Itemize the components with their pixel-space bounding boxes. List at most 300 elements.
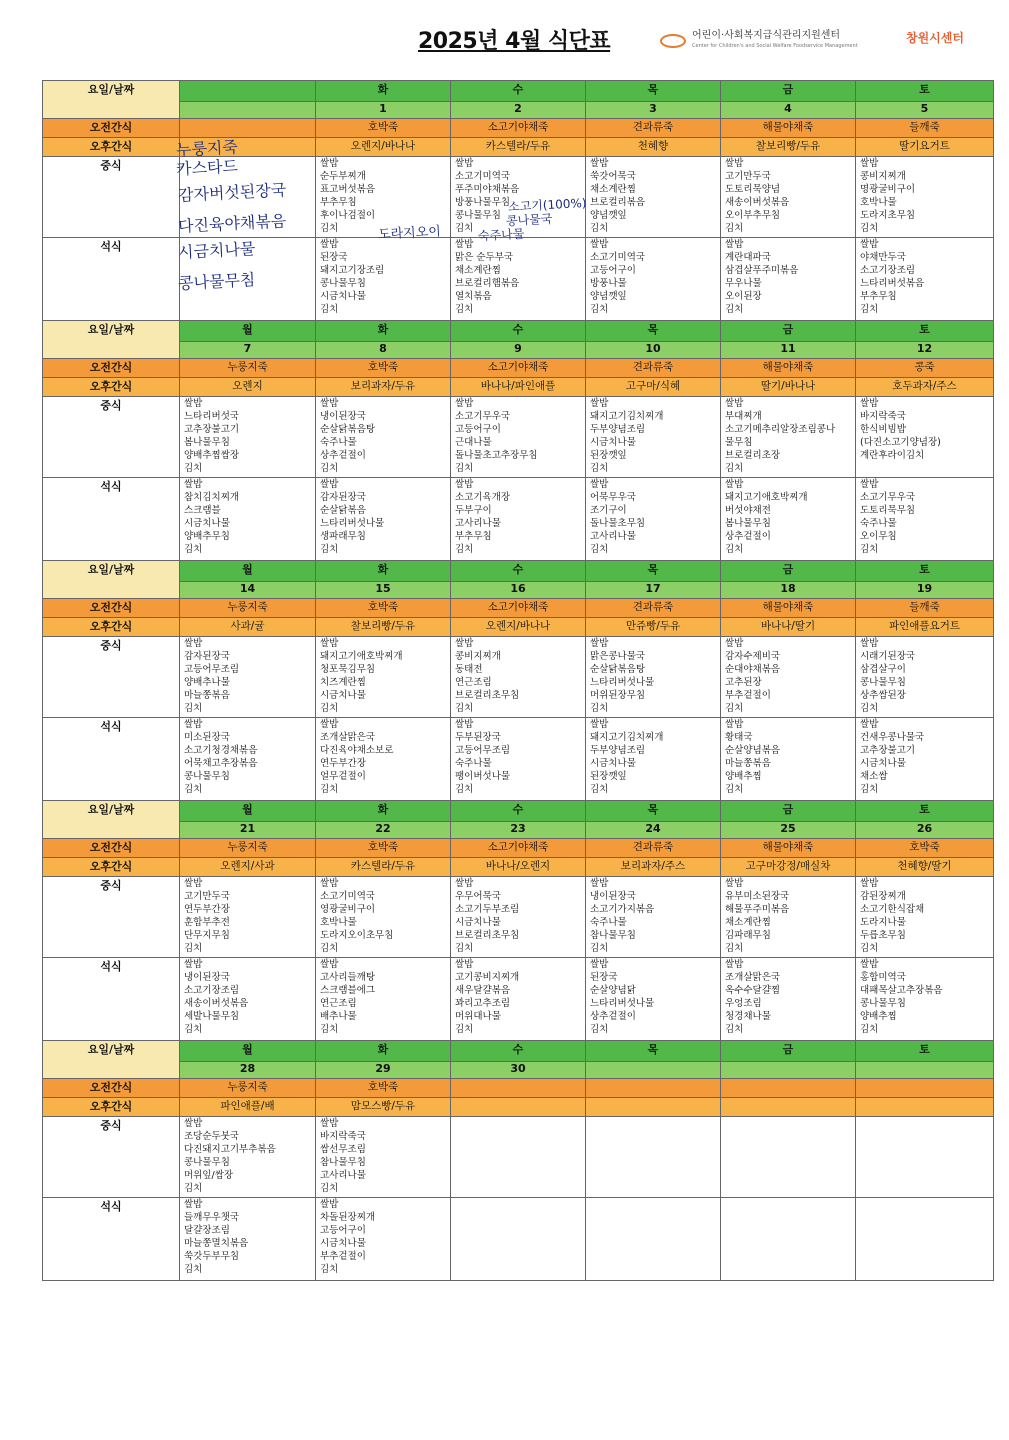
menu-item: 오이무침	[860, 531, 897, 542]
menu-item: 소고기무우국	[860, 492, 916, 503]
date-cell: 26	[856, 822, 994, 839]
handwritten-lunch-note-1: 감자버섯된장국	[177, 180, 287, 205]
menu-item: 쌀밥	[184, 1118, 203, 1129]
menu-item: 콩나물무침	[184, 771, 230, 782]
weekday-cell: 수	[451, 1041, 586, 1062]
day-date-label: 요일/날짜	[43, 81, 180, 119]
menu-item: 쌀밥	[590, 959, 609, 970]
menu-item: 쌀밥	[455, 158, 474, 169]
menu-item: 쌀밥	[590, 398, 609, 409]
lunch-menu-cell	[451, 637, 586, 718]
pm-snack-label: 오후간식	[43, 858, 180, 877]
menu-item: 고추된장	[725, 677, 762, 688]
menu-item: 냉이된장국	[590, 891, 636, 902]
menu-item: 김치	[320, 1264, 339, 1275]
am-snack-cell: 들깨죽	[856, 119, 994, 138]
date-cell	[180, 102, 316, 119]
menu-item: 봄나물무침	[725, 518, 771, 529]
am-snack-cell: 누룽지죽	[180, 599, 316, 618]
am-snack-cell: 들깨죽	[856, 599, 994, 618]
dinner-menu-cell	[451, 958, 586, 1041]
page-title: 2025년 4월 식단표	[418, 29, 611, 54]
dinner-label: 석식	[43, 478, 180, 561]
lunch-label: 중식	[43, 877, 180, 958]
menu-item: 김치	[320, 544, 339, 555]
menu-item: 쌀밥	[184, 878, 203, 889]
menu-item: 바지락죽국	[320, 1131, 366, 1142]
menu-item: 김치	[590, 703, 609, 714]
menu-item: 시금치나물	[320, 1238, 366, 1249]
menu-item: 김치	[860, 223, 879, 234]
dinner-menu-cell	[586, 238, 721, 321]
menu-item: 숙주나물	[320, 437, 357, 448]
menu-item: 영광굴비구이	[320, 904, 376, 915]
weekday-cell: 금	[721, 81, 856, 102]
lunch-menu-cell	[586, 397, 721, 478]
menu-item: 차돌된장찌개	[320, 1212, 376, 1223]
menu-item: 고등어구이	[590, 265, 636, 276]
pm-snack-cell: 만쥬빵/두유	[586, 618, 721, 637]
menu-item: 김치	[725, 304, 744, 315]
menu-item: 훈합부추전	[184, 917, 230, 928]
menu-item: 도토리묵양념	[725, 184, 781, 195]
menu-item: 근대나물	[455, 437, 492, 448]
am-snack-label: 오전간식	[43, 119, 180, 138]
menu-item: 쌀밥	[320, 1199, 339, 1210]
menu-item: 방풍나물무침	[455, 197, 511, 208]
menu-item: 연근조림	[455, 677, 492, 688]
menu-item: 계란후라이김치	[860, 450, 925, 461]
menu-item: 김치	[320, 1183, 339, 1194]
menu-item: 머위된장무침	[590, 690, 646, 701]
dinner-menu-cell	[451, 238, 586, 321]
menu-item: 쌀밥	[725, 239, 744, 250]
menu-item: 김치	[455, 304, 474, 315]
pm-snack-cell: 파인애플요거트	[856, 618, 994, 637]
menu-item: 숙주나물	[455, 758, 492, 769]
dinner-menu-cell	[721, 1198, 856, 1281]
menu-item: 돌나물초고추장무침	[455, 450, 538, 461]
date-cell: 29	[316, 1062, 451, 1079]
menu-item: 돼지고기김치찌개	[590, 411, 664, 422]
weekday-cell: 토	[856, 1041, 994, 1062]
menu-item: 김치	[320, 703, 339, 714]
menu-item: 소고기두부조림	[455, 904, 520, 915]
pm-snack-label: 오후간식	[43, 138, 180, 157]
menu-item: 김치	[455, 784, 474, 795]
dinner-menu-cell	[180, 718, 316, 801]
menu-item: 마늘쫑볶음	[725, 758, 771, 769]
dinner-menu-cell	[180, 958, 316, 1041]
handwritten-pm-note: 카스타드	[175, 156, 239, 179]
menu-item: 머위대나물	[455, 1011, 501, 1022]
weekday-cell: 금	[721, 801, 856, 822]
menu-item: 명광굴비구이	[860, 184, 916, 195]
handwritten-tue-note: 도라지오이	[377, 224, 442, 243]
menu-item: 쌀밥	[184, 959, 203, 970]
menu-item: 시금치나물	[320, 690, 366, 701]
weekday-cell: 수	[451, 561, 586, 582]
menu-item: 연두부간장	[184, 904, 230, 915]
menu-item: 소고기장조림	[860, 265, 916, 276]
am-snack-cell: 호박죽	[316, 1079, 451, 1098]
menu-item: 연두부간장	[320, 758, 366, 769]
dinner-menu-cell	[856, 1198, 994, 1281]
menu-item: 양배추찜	[860, 1011, 897, 1022]
date-cell: 17	[586, 582, 721, 599]
menu-item: 김치	[860, 544, 879, 555]
dinner-menu-cell	[721, 958, 856, 1041]
pm-snack-cell: 찰보리빵/두유	[721, 138, 856, 157]
menu-item: 쌀밥	[860, 878, 879, 889]
menu-item: 쌀밥	[320, 158, 339, 169]
dinner-menu-cell	[586, 718, 721, 801]
weekday-cell: 목	[586, 561, 721, 582]
lunch-menu-cell	[721, 157, 856, 238]
menu-item: 김치	[320, 1024, 339, 1035]
menu-item: 돼지고기장조림	[320, 265, 385, 276]
lunch-menu-cell	[316, 397, 451, 478]
lunch-menu-cell	[451, 397, 586, 478]
pm-snack-cell: 딸기요거트	[856, 138, 994, 157]
weekday-cell	[180, 81, 316, 102]
pm-snack-cell: 바나나/오렌지	[451, 858, 586, 877]
menu-item: 김치	[725, 544, 744, 555]
menu-item: 무우나물	[725, 278, 762, 289]
menu-item: 머위잎/쌈장	[184, 1170, 234, 1181]
menu-item: 상추겉절이	[725, 531, 771, 542]
menu-item: 김치	[590, 784, 609, 795]
menu-item: 우엉조림	[725, 998, 762, 1009]
am-snack-label: 오전간식	[43, 839, 180, 858]
day-date-label: 요일/날짜	[43, 321, 180, 359]
menu-item: 쌀밥	[860, 479, 879, 490]
menu-item: 느타리버섯나물	[590, 998, 655, 1009]
menu-item: 김치	[860, 304, 879, 315]
menu-item: 콩나물무침	[860, 677, 906, 688]
menu-item: 양념깻잎	[590, 291, 627, 302]
menu-item: (다진소고기양념장)	[860, 437, 941, 448]
menu-item: 쌀밥	[320, 239, 339, 250]
menu-item: 돼지고기애호박찌개	[725, 492, 808, 503]
lunch-menu-cell	[586, 1117, 721, 1198]
lunch-menu-cell	[586, 157, 721, 238]
menu-item: 김치	[184, 544, 203, 555]
pm-snack-label: 오후간식	[43, 378, 180, 397]
lunch-menu-cell	[586, 637, 721, 718]
menu-item: 고기만두국	[184, 891, 230, 902]
menu-item: 김치	[184, 463, 203, 474]
menu-item: 단무지무침	[184, 930, 230, 941]
pm-snack-cell	[586, 1098, 721, 1117]
menu-item: 쌀밥	[860, 719, 879, 730]
am-snack-cell: 콩죽	[856, 359, 994, 378]
pm-snack-cell: 카스텔라/두유	[316, 858, 451, 877]
menu-item: 소고기청경채볶음	[184, 745, 258, 756]
date-cell: 8	[316, 342, 451, 359]
menu-item: 동태전	[455, 664, 483, 675]
menu-item: 오이된장	[725, 291, 762, 302]
dinner-menu-cell	[586, 958, 721, 1041]
weekday-cell: 월	[180, 321, 316, 342]
menu-item: 다진돼지고기부추볶음	[184, 1144, 276, 1155]
date-cell: 30	[451, 1062, 586, 1079]
dinner-menu-cell	[316, 478, 451, 561]
menu-item: 느타리버섯나물	[320, 518, 385, 529]
dinner-menu-cell	[586, 478, 721, 561]
menu-item: 채소계란찜	[590, 184, 636, 195]
date-cell	[856, 1062, 994, 1079]
menu-item: 김치	[725, 943, 744, 954]
pm-snack-cell: 보리과자/두유	[316, 378, 451, 397]
weekday-cell: 목	[586, 801, 721, 822]
menu-item: 계란대파국	[725, 252, 771, 263]
menu-item: 느타리버섯나물	[590, 677, 655, 688]
lunch-menu-cell	[316, 877, 451, 958]
menu-item: 쌀밥	[725, 719, 744, 730]
menu-item: 김파래무침	[725, 930, 771, 941]
pm-snack-cell: 바나나/파인애플	[451, 378, 586, 397]
am-snack-cell: 호박죽	[316, 599, 451, 618]
date-cell	[721, 1062, 856, 1079]
menu-item: 김치	[455, 1024, 474, 1035]
menu-item: 버섯야채전	[725, 505, 771, 516]
menu-item: 부추무침	[455, 531, 492, 542]
am-snack-cell: 소고기야채죽	[451, 119, 586, 138]
dinner-menu-cell	[316, 1198, 451, 1281]
menu-item: 김치	[455, 943, 474, 954]
lunch-label: 중식	[43, 637, 180, 718]
menu-item: 부추겉절이	[725, 690, 771, 701]
am-snack-cell: 해물야채죽	[721, 599, 856, 618]
menu-item: 김치	[184, 1024, 203, 1035]
handwritten-dinner-note: 콩나물무침	[177, 269, 256, 294]
menu-item: 팽이버섯나물	[455, 771, 511, 782]
menu-item: 쌀밥	[184, 638, 203, 649]
menu-item: 김치	[860, 703, 879, 714]
menu-item: 치즈계란찜	[320, 677, 366, 688]
menu-item: 고기콩비지찌개	[455, 972, 520, 983]
weekday-cell: 화	[316, 801, 451, 822]
date-cell	[586, 1062, 721, 1079]
dinner-label: 석식	[43, 238, 180, 321]
menu-item: 고사리나물	[320, 1170, 366, 1181]
menu-item: 옥수수달걀찜	[725, 985, 781, 996]
menu-item: 김치	[184, 784, 203, 795]
menu-item: 쌀밥	[320, 878, 339, 889]
menu-item: 고등어구이	[455, 424, 501, 435]
lunch-menu-cell	[180, 397, 316, 478]
menu-item: 쌀밥	[455, 959, 474, 970]
date-cell: 25	[721, 822, 856, 839]
weekday-cell: 목	[586, 1041, 721, 1062]
am-snack-cell	[721, 1079, 856, 1098]
menu-item: 상추겉절이	[590, 1011, 636, 1022]
menu-item: 순살닭볶음탕	[320, 424, 376, 435]
menu-item: 쌀밥	[860, 398, 879, 409]
menu-item: 김치	[590, 1024, 609, 1035]
pm-snack-label: 오후간식	[43, 618, 180, 637]
menu-item: 브로컬리초무침	[455, 690, 520, 701]
menu-item: 돼지고기김치찌개	[590, 732, 664, 743]
menu-item: 쌀밥	[590, 479, 609, 490]
menu-item: 된장국	[590, 972, 618, 983]
menu-item: 시금치나물	[455, 917, 501, 928]
menu-item: 도라지오이초무침	[320, 930, 394, 941]
dinner-menu-cell	[451, 718, 586, 801]
menu-item: 푸주미야채볶음	[455, 184, 520, 195]
pm-snack-cell: 고구마/식혜	[586, 378, 721, 397]
date-cell: 14	[180, 582, 316, 599]
dinner-menu-cell	[856, 718, 994, 801]
dinner-menu-cell	[451, 478, 586, 561]
menu-item: 시래기된장국	[860, 651, 916, 662]
dinner-menu-cell	[721, 238, 856, 321]
menu-item: 부추무침	[860, 291, 897, 302]
menu-item: 두부양념조림	[590, 424, 646, 435]
am-snack-cell: 해물야채죽	[721, 119, 856, 138]
menu-item: 순두부찌개	[320, 171, 366, 182]
menu-item: 소고기무우국	[455, 411, 511, 422]
menu-item: 감자된장국	[184, 651, 230, 662]
dinner-label: 석식	[43, 1198, 180, 1281]
menu-item: 쌀밥	[455, 878, 474, 889]
menu-item: 김치	[725, 784, 744, 795]
lunch-menu-cell	[180, 1117, 316, 1198]
menu-item: 숙주나물	[860, 518, 897, 529]
menu-item: 소고기한식잡채	[860, 904, 925, 915]
lunch-menu-cell	[316, 637, 451, 718]
menu-item: 쌀밥	[725, 638, 744, 649]
pm-snack-cell	[856, 1098, 994, 1117]
org-subtitle: Center for Children's and Social Welfare Foodservice Management	[692, 43, 858, 49]
menu-item: 도라지초무침	[860, 210, 916, 221]
menu-item: 김치	[455, 703, 474, 714]
lunch-menu-cell	[856, 637, 994, 718]
menu-item: 조당순두붓국	[184, 1131, 240, 1142]
lunch-menu-cell	[856, 1117, 994, 1198]
lunch-menu-cell	[721, 637, 856, 718]
menu-item: 조기구이	[590, 505, 627, 516]
menu-item: 소고기미역국	[590, 252, 646, 263]
menu-item: 쌀밥	[320, 719, 339, 730]
menu-item: 김치	[590, 304, 609, 315]
lunch-menu-cell	[856, 877, 994, 958]
menu-item: 고사리나물	[590, 531, 636, 542]
weekday-cell: 수	[451, 321, 586, 342]
weekday-cell: 화	[316, 81, 451, 102]
menu-item: 고등어구이	[320, 1225, 366, 1236]
menu-item: 쌀밥	[860, 239, 879, 250]
pm-snack-cell: 고구마강정/매실차	[721, 858, 856, 877]
menu-item: 조개살맑은국	[725, 972, 781, 983]
menu-item: 김치	[725, 703, 744, 714]
menu-item: 쌀밥	[184, 719, 203, 730]
am-snack-cell: 누룽지죽	[180, 839, 316, 858]
am-snack-cell	[180, 119, 316, 138]
menu-item: 새송이버섯볶음	[184, 998, 249, 1009]
menu-item: 어묵채고추장볶음	[184, 758, 258, 769]
am-snack-label: 오전간식	[43, 1079, 180, 1098]
menu-item: 어묵무우국	[590, 492, 636, 503]
menu-item: 브로컬리초무침	[455, 930, 520, 941]
menu-item: 쌀밥	[725, 479, 744, 490]
menu-item: 감된장찌개	[860, 891, 906, 902]
menu-item: 고등어무조림	[184, 664, 240, 675]
menu-item: 시금치나물	[320, 291, 366, 302]
am-snack-cell: 호박죽	[856, 839, 994, 858]
date-cell: 3	[586, 102, 721, 119]
menu-item: 생파래무침	[320, 531, 366, 542]
pm-snack-cell: 맘모스빵/두유	[316, 1098, 451, 1117]
menu-item: 소고기육개장	[455, 492, 511, 503]
menu-item: 도토리묵무침	[860, 505, 916, 516]
date-cell: 4	[721, 102, 856, 119]
pm-snack-cell: 사과/귤	[180, 618, 316, 637]
menu-item: 연근조림	[320, 998, 357, 1009]
date-cell: 9	[451, 342, 586, 359]
menu-item: 소고기메추리알장조림콩나	[725, 424, 836, 435]
day-date-label: 요일/날짜	[43, 1041, 180, 1079]
menu-item: 시금치나물	[590, 437, 636, 448]
menu-item: 양배추나물	[184, 677, 230, 688]
am-snack-cell: 누룽지죽	[180, 1079, 316, 1098]
menu-item: 브로컬리햄볶음	[455, 278, 520, 289]
menu-item: 세발나물무침	[184, 1011, 240, 1022]
menu-item: 야채만두국	[860, 252, 906, 263]
menu-item: 콩비지찌개	[455, 651, 501, 662]
dinner-menu-cell	[316, 238, 451, 321]
pm-snack-cell: 천혜향/딸기	[856, 858, 994, 877]
handwritten-am-note: 누룽지죽	[175, 137, 239, 160]
date-cell: 28	[180, 1062, 316, 1079]
am-snack-cell: 견과류죽	[586, 119, 721, 138]
menu-item: 콩비지찌개	[860, 171, 906, 182]
menu-item: 김치	[320, 223, 339, 234]
menu-item: 쌀밥	[184, 1199, 203, 1210]
menu-item: 후이나검절이	[320, 210, 376, 221]
menu-item: 두부구이	[455, 505, 492, 516]
menu-item: 마늘쫑멸치볶음	[184, 1238, 249, 1249]
pm-snack-cell: 파인애플/배	[180, 1098, 316, 1117]
menu-item: 김치	[590, 544, 609, 555]
menu-item: 오이부추무침	[725, 210, 781, 221]
am-snack-label: 오전간식	[43, 359, 180, 378]
menu-item: 돌나물초무침	[590, 518, 646, 529]
dinner-menu-cell	[316, 958, 451, 1041]
menu-item: 김치	[184, 1264, 203, 1275]
menu-item: 쌀밥	[590, 719, 609, 730]
dinner-menu-cell	[721, 478, 856, 561]
pm-snack-cell	[451, 1098, 586, 1117]
menu-item: 김치	[320, 463, 339, 474]
am-snack-cell	[856, 1079, 994, 1098]
menu-item: 고추장불고기	[184, 424, 240, 435]
date-cell: 2	[451, 102, 586, 119]
am-snack-cell: 해물야채죽	[721, 839, 856, 858]
menu-item: 콩나물무침	[184, 1157, 230, 1168]
menu-item: 느타리버섯국	[184, 411, 240, 422]
menu-item: 두부된장국	[455, 732, 501, 743]
menu-item: 청포묵김무침	[320, 664, 376, 675]
lunch-menu-cell	[856, 397, 994, 478]
menu-item: 시금치나물	[184, 518, 230, 529]
am-snack-cell: 견과류죽	[586, 359, 721, 378]
menu-item: 쌀밥	[860, 638, 879, 649]
weekday-cell: 금	[721, 1041, 856, 1062]
am-snack-cell: 소고기야채죽	[451, 839, 586, 858]
am-snack-cell: 소고기야채죽	[451, 359, 586, 378]
